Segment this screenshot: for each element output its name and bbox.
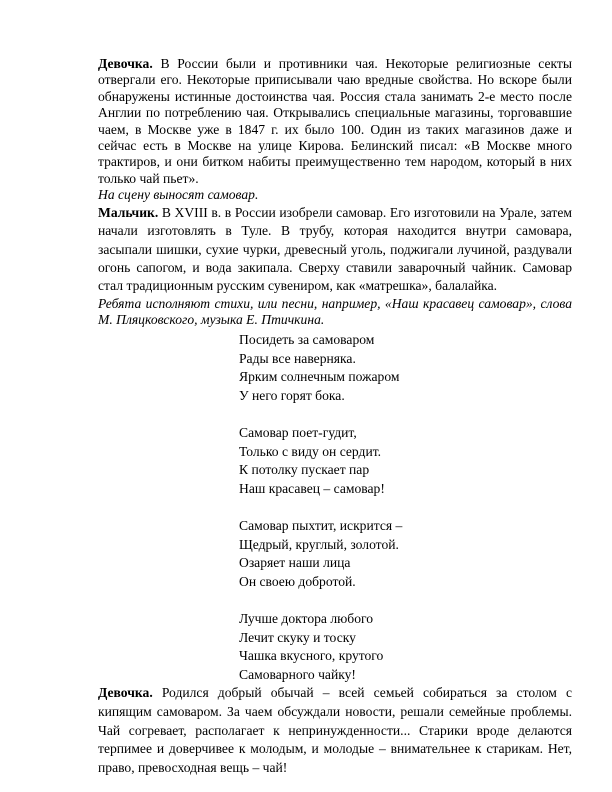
paragraph-text: В России были и противники чая. Некоторые религиозные секты отвергали его. Некоторые приписывали чаю вредные свойства. Но вскоре были обнаружены истинные достоинства чая. Россия стала занимать 2-е место после Англии по потреблению чая. Открывались специальные магазины, торговавшие чаем, в Москве уже в 1847 г. их было 100. Один из таких магазинов даже и сейчас есть в Москве на улице Кирова. Белинский писал: «В Москве много трактиров, и они битком набиты преимущественно тем народом, который в них только чай пьет». — [98, 56, 572, 186]
poem-line: Лучше доктора любого — [239, 610, 374, 626]
poem-line: Посидеть за самоваром — [239, 332, 375, 348]
stage-direction-2 — [98, 296, 572, 329]
poem-line: Щедрый, круглый, золотой. — [239, 536, 399, 552]
poem-line: Лечит скуку и тоску — [239, 629, 356, 645]
paragraph-text: В XVIII в. в России изобрели самовар. Его изготовили на Урале, затем начали изготовлять в Туле. В трубу, которая находится внутри самовара, засыпали шишки, сухие чурки, древесный уголь, поджигали лучиной, раздували огонь сапогом, и вода закипала. Сверху ставили заварочный чайник. Самовар стал традиционным русским сувениром, как «матрешка», балалайка. — [98, 204, 572, 294]
poem-line: У него горят бока. — [239, 387, 345, 403]
poem-line: Наш красавец – самовар! — [239, 480, 385, 496]
stage-direction-1 — [98, 187, 572, 204]
poem-line: Самовар поет-гудит, — [239, 425, 357, 441]
speaker-label: Девочка. — [98, 56, 153, 71]
poem-stanza-4 — [239, 610, 572, 684]
speaker-label: Мальчик. — [98, 204, 159, 220]
poem-line: Самоварного чайку! — [239, 666, 356, 682]
paragraph-boy — [98, 204, 572, 296]
paragraph-girl-2 — [98, 684, 572, 777]
paragraph-girl-1 — [98, 56, 572, 187]
poem-line: К потолку пускает пар — [239, 462, 370, 478]
poem — [239, 331, 572, 684]
poem-line: Озаряет наши лица — [239, 555, 351, 571]
speaker-label: Девочка. — [98, 685, 153, 701]
poem-line: Только с виду он сердит. — [239, 443, 382, 459]
poem-stanza-1 — [239, 331, 572, 405]
poem-line: Чашка вкусного, крутого — [239, 648, 384, 664]
poem-line: Ярким солнечным пожаром — [239, 369, 400, 385]
poem-stanza-2 — [239, 424, 572, 498]
stage-direction-text: Ребята исполняют стихи, или песни, например, «Наш красавец самовар», слова М. Пляцковского, музыка Е. Птичкина. — [98, 295, 572, 328]
stage-direction-text: На сцену выносят самовар. — [98, 187, 259, 203]
poem-stanza-3 — [239, 517, 572, 591]
poem-line: Рады все наверняка. — [239, 350, 356, 366]
document-page — [98, 56, 572, 777]
poem-line: Самовар пыхтит, искрится – — [239, 518, 403, 533]
poem-line: Он своею добротой. — [239, 573, 356, 589]
paragraph-text: Родился добрый обычай – всей семьей собираться за столом с кипящим самоваром. За чаем обсуждали новости, решали семейные проблемы. Чай согревает, располагает к непринужденности... Старики вроде делаются терпимее и доверчивее к молодым, и молодые – внимательнее к старикам. Нет, право, превосходная вещь – чай! — [98, 685, 572, 775]
